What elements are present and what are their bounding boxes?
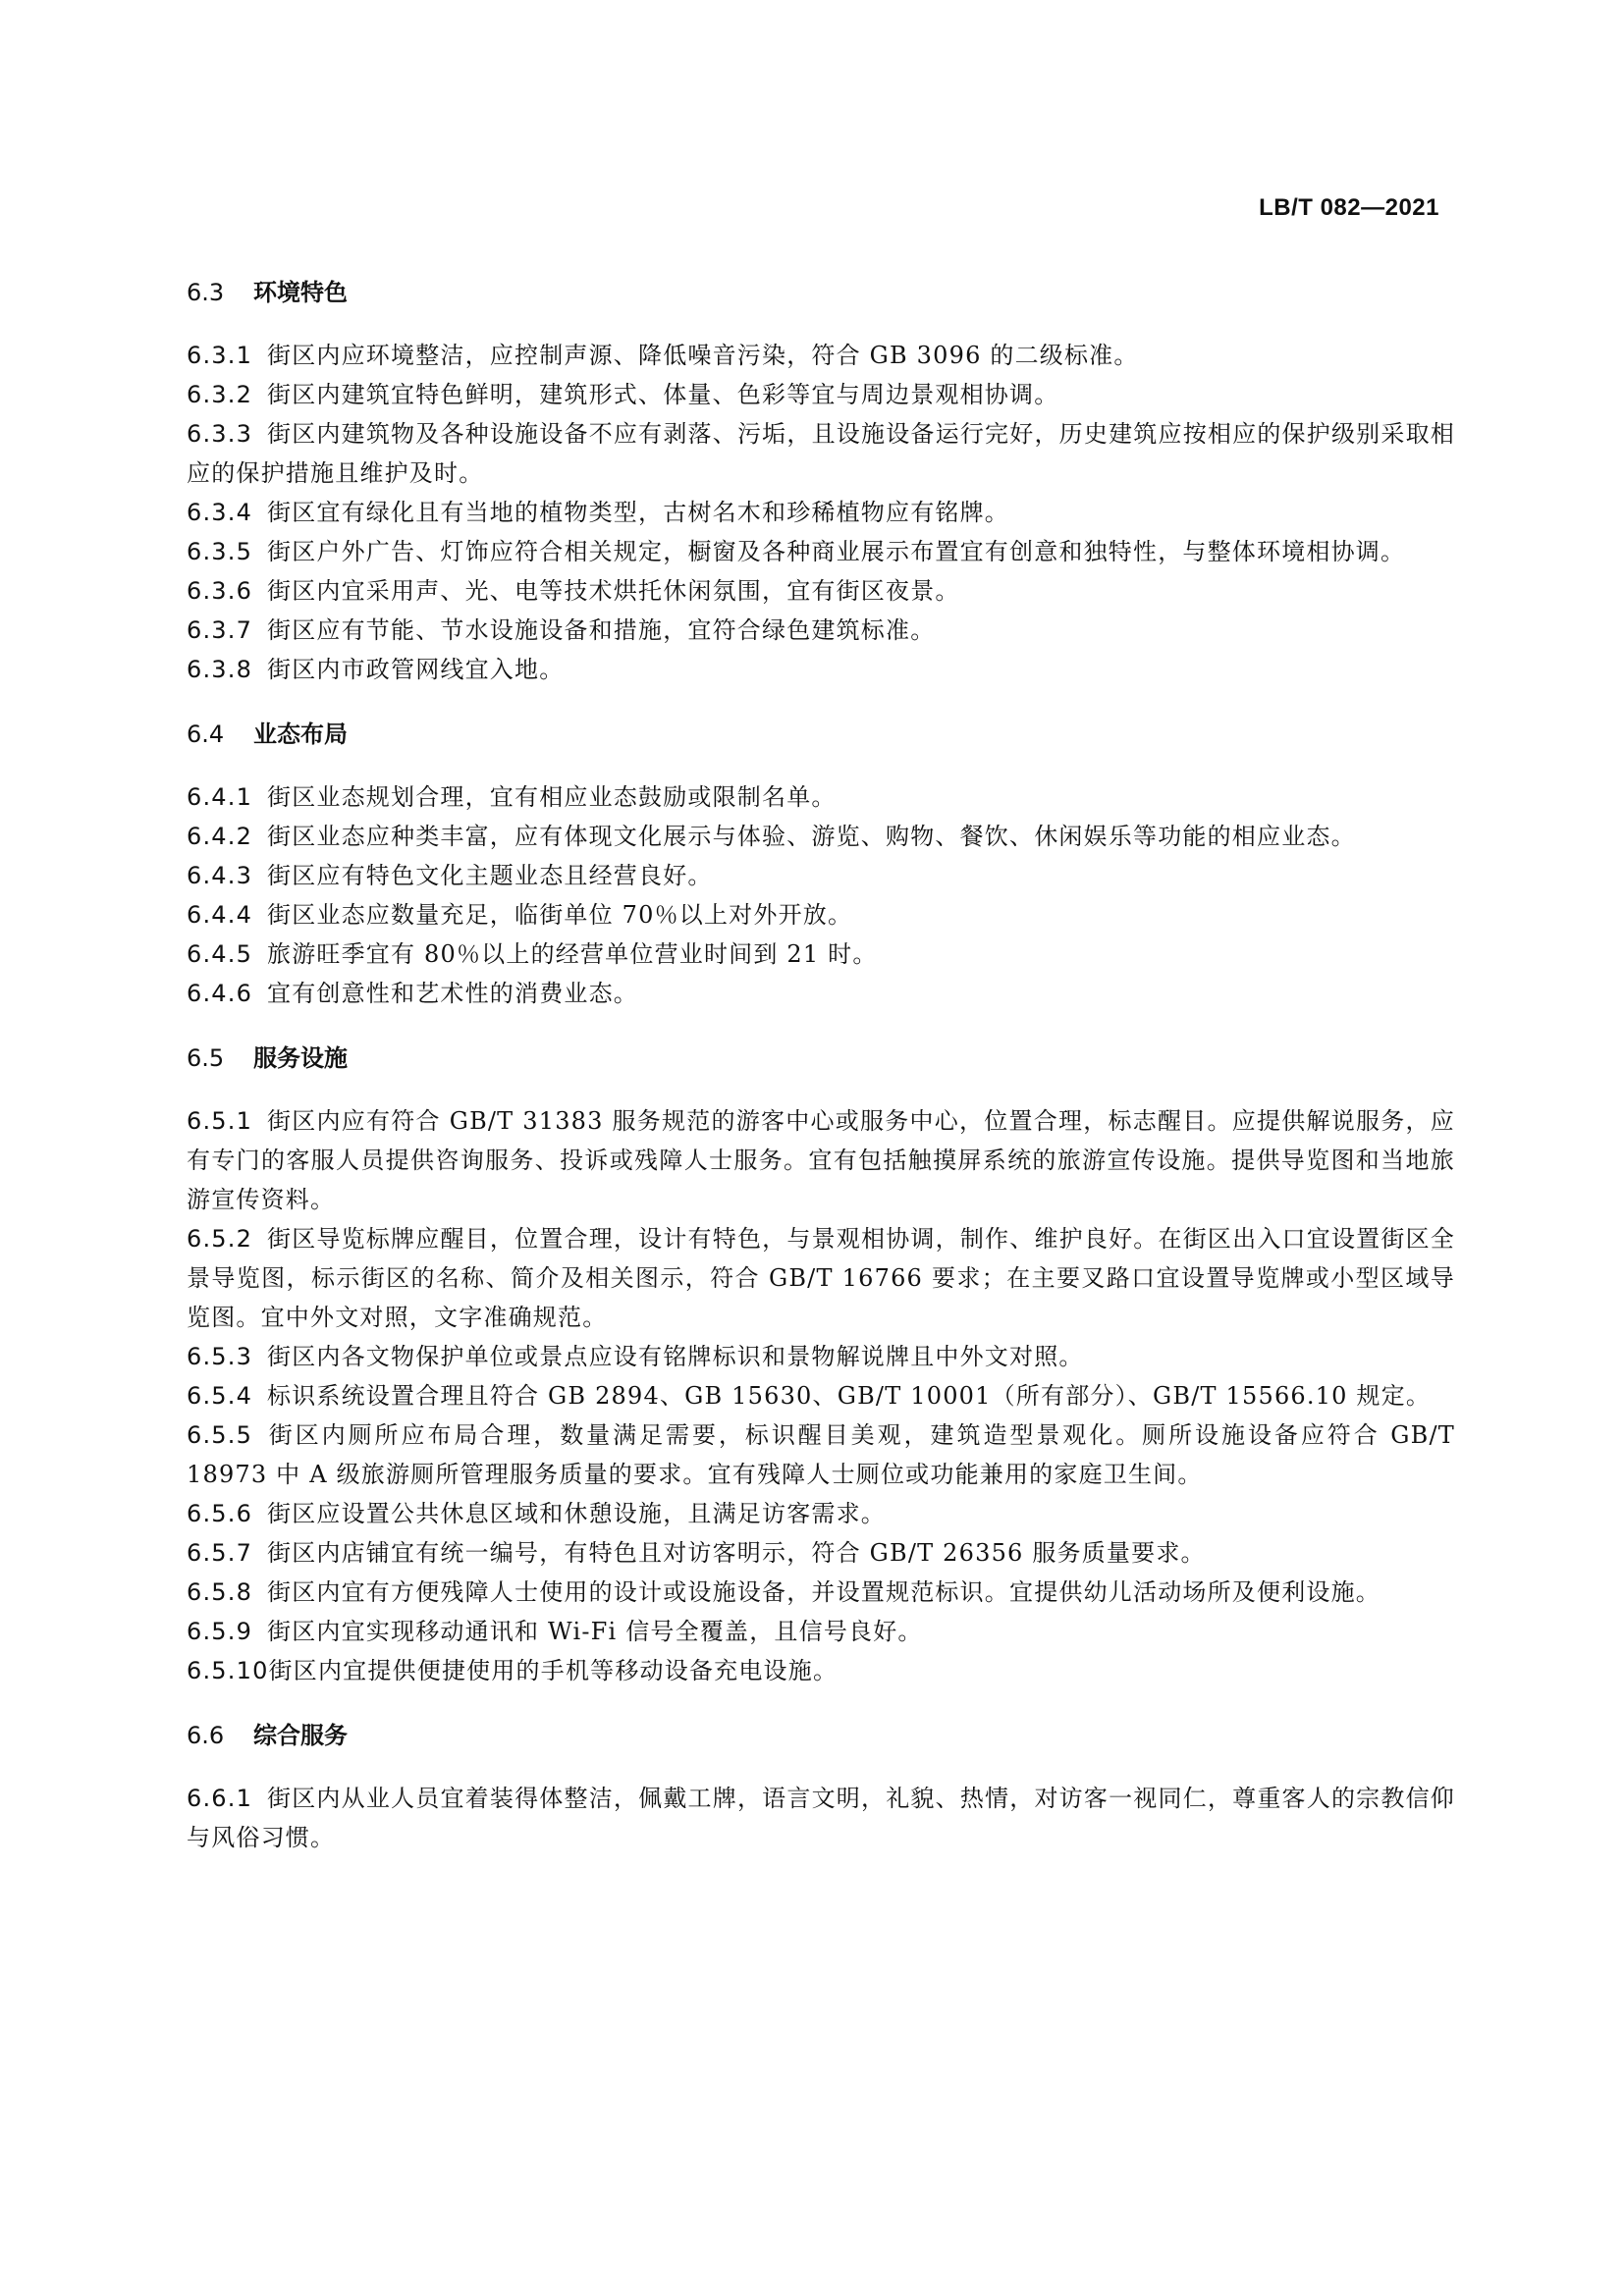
clause-text: 街区内从业人员宜着装得体整洁，佩戴工牌，语言文明，礼貌、热情，对访客一视同仁，尊重客人的宗教信仰与风俗习惯。 bbox=[187, 1785, 1455, 1851]
clause-text: 街区宜有绿化且有当地的植物类型，古树名木和珍稀植物应有铭牌。 bbox=[267, 499, 1009, 526]
clause-text: 街区内宜实现移动通讯和 Wi-Fi 信号全覆盖，且信号良好。 bbox=[267, 1618, 923, 1645]
clause-text: 街区业态规划合理，宜有相应业态鼓励或限制名单。 bbox=[267, 783, 837, 811]
clause-number: 6.6.1 bbox=[187, 1785, 253, 1812]
clause-text: 标识系统设置合理且符合 GB 2894、GB 15630、GB/T 10001（所有部分）、GB/T 15566.10 规定。 bbox=[267, 1382, 1432, 1410]
clause-text: 街区内宜提供便捷使用的手机等移动设备充电设施。 bbox=[268, 1657, 839, 1684]
section-heading bbox=[187, 1039, 1455, 1078]
clause-text: 街区业态应数量充足，临街单位 70％以上对外开放。 bbox=[267, 901, 853, 929]
clause-number: 6.5.9 bbox=[187, 1618, 253, 1645]
clause-6-3-5 bbox=[187, 532, 1455, 571]
clause-number: 6.5.4 bbox=[187, 1382, 253, 1410]
clause-text: 街区应有节能、节水设施设备和措施，宜符合绿色建筑标准。 bbox=[267, 616, 936, 644]
section-number: 6.4 bbox=[187, 721, 225, 748]
section-6-6 bbox=[187, 1716, 1455, 1857]
clause-number: 6.5.7 bbox=[187, 1539, 253, 1567]
section-title: 服务设施 bbox=[253, 1044, 348, 1072]
clause-text: 街区业态应种类丰富，应有体现文化展示与体验、游览、购物、餐饮、休闲娱乐等功能的相应业态。 bbox=[267, 823, 1356, 850]
clause-text: 街区户外广告、灯饰应符合相关规定，橱窗及各种商业展示布置宜有创意和独特性，与整体环境相协调。 bbox=[267, 538, 1406, 565]
clause-6-5-2 bbox=[187, 1219, 1455, 1337]
clause-6-5-9 bbox=[187, 1612, 1455, 1651]
section-title: 环境特色 bbox=[253, 279, 348, 306]
clause-text: 街区内各文物保护单位或景点应设有铭牌标识和景物解说牌且中外文对照。 bbox=[267, 1343, 1084, 1370]
standard-code-header: LB/T 082—2021 bbox=[1259, 194, 1439, 221]
clause-text: 街区内宜有方便残障人士使用的设计或设施设备，并设置规范标识。宜提供幼儿活动场所及便利设施。 bbox=[267, 1578, 1380, 1606]
clause-number: 6.3.6 bbox=[187, 577, 253, 605]
clause-number: 6.3.2 bbox=[187, 381, 253, 408]
clause-6-5-1 bbox=[187, 1101, 1455, 1219]
clause-number: 6.5.8 bbox=[187, 1578, 253, 1606]
clause-6-5-8 bbox=[187, 1573, 1455, 1612]
section-title: 业态布局 bbox=[253, 721, 348, 748]
clause-number: 6.5.6 bbox=[187, 1500, 253, 1527]
clause-6-6-1 bbox=[187, 1779, 1455, 1857]
section-6-4 bbox=[187, 715, 1455, 1013]
clause-number: 6.5.1 bbox=[187, 1107, 253, 1135]
clause-6-3-7 bbox=[187, 611, 1455, 650]
clause-6-3-6 bbox=[187, 571, 1455, 611]
clause-text: 街区内厕所应布局合理，数量满足需要，标识醒目美观，建筑造型景观化。厕所设施设备应符合 GB/T 18973 中 A 级旅游厕所管理服务质量的要求。宜有残障人士厕位或功能兼用的家庭卫生间。 bbox=[187, 1421, 1455, 1488]
document-body bbox=[187, 273, 1455, 1857]
clause-6-3-4 bbox=[187, 493, 1455, 532]
clause-number: 6.4.1 bbox=[187, 783, 253, 811]
clause-6-5-6 bbox=[187, 1494, 1455, 1533]
clause-6-3-1 bbox=[187, 336, 1455, 375]
clause-6-5-4 bbox=[187, 1376, 1455, 1415]
section-title: 综合服务 bbox=[253, 1722, 348, 1749]
clause-6-4-4 bbox=[187, 895, 1455, 934]
clause-6-5-10 bbox=[187, 1651, 1455, 1690]
clause-6-3-3 bbox=[187, 414, 1455, 493]
clause-number: 6.4.2 bbox=[187, 823, 253, 850]
clause-number: 6.5.10 bbox=[187, 1657, 269, 1684]
clause-text: 街区内市政管网线宜入地。 bbox=[267, 656, 565, 683]
clause-text: 街区内应环境整洁，应控制声源、降低噪音污染，符合 GB 3096 的二级标准。 bbox=[267, 342, 1139, 369]
section-number: 6.3 bbox=[187, 279, 225, 306]
clause-6-5-5 bbox=[187, 1415, 1455, 1494]
clause-number: 6.3.1 bbox=[187, 342, 253, 369]
clause-6-5-3 bbox=[187, 1337, 1455, 1376]
section-number: 6.5 bbox=[187, 1044, 225, 1072]
clause-number: 6.5.3 bbox=[187, 1343, 253, 1370]
clause-number: 6.3.8 bbox=[187, 656, 253, 683]
clause-number: 6.4.3 bbox=[187, 862, 253, 889]
clause-6-4-1 bbox=[187, 777, 1455, 817]
clause-number: 6.4.5 bbox=[187, 940, 253, 968]
clause-text: 街区内建筑物及各种设施设备不应有剥落、污垢，且设施设备运行完好，历史建筑应按相应的保护级别采取相应的保护措施且维护及时。 bbox=[187, 420, 1455, 487]
clause-number: 6.4.6 bbox=[187, 980, 253, 1007]
clause-text: 街区应设置公共休息区域和休憩设施，且满足访客需求。 bbox=[267, 1500, 886, 1527]
clause-text: 街区内宜采用声、光、电等技术烘托休闲氛围，宜有街区夜景。 bbox=[267, 577, 960, 605]
clause-6-4-5 bbox=[187, 934, 1455, 974]
clause-6-3-2 bbox=[187, 375, 1455, 414]
clause-number: 6.3.4 bbox=[187, 499, 253, 526]
clause-6-4-6 bbox=[187, 974, 1455, 1013]
section-number: 6.6 bbox=[187, 1722, 225, 1749]
clause-6-3-8 bbox=[187, 650, 1455, 689]
clause-6-4-3 bbox=[187, 856, 1455, 895]
clause-number: 6.3.5 bbox=[187, 538, 253, 565]
clause-number: 6.3.7 bbox=[187, 616, 253, 644]
clause-text: 街区内应有符合 GB/T 31383 服务规范的游客中心或服务中心，位置合理，标志醒目。应提供解说服务，应有专门的客服人员提供咨询服务、投诉或残障人士服务。宜有包括触摸屏系统的旅游宣传设施。提供导览图和当地旅游宣传资料。 bbox=[187, 1107, 1455, 1213]
section-heading bbox=[187, 273, 1455, 312]
clause-number: 6.5.2 bbox=[187, 1225, 253, 1253]
clause-text: 街区内店铺宜有统一编号，有特色且对访客明示，符合 GB/T 26356 服务质量要求。 bbox=[267, 1539, 1206, 1567]
clause-number: 6.5.5 bbox=[187, 1421, 253, 1449]
clause-text: 宜有创意性和艺术性的消费业态。 bbox=[267, 980, 638, 1007]
clause-text: 街区应有特色文化主题业态且经营良好。 bbox=[267, 862, 713, 889]
clause-number: 6.3.3 bbox=[187, 420, 253, 448]
section-6-3 bbox=[187, 273, 1455, 689]
clause-6-5-7 bbox=[187, 1533, 1455, 1573]
clause-6-4-2 bbox=[187, 817, 1455, 856]
section-6-5 bbox=[187, 1039, 1455, 1690]
section-heading bbox=[187, 715, 1455, 754]
clause-text: 旅游旺季宜有 80％以上的经营单位营业时间到 21 时。 bbox=[267, 940, 878, 968]
clause-text: 街区导览标牌应醒目，位置合理，设计有特色，与景观相协调，制作、维护良好。在街区出入口宜设置街区全景导览图，标示街区的名称、简介及相关图示，符合 GB/T 16766 要求；在主要叉路口宜设置导览牌或小型区域导览图。宜中外文对照，文字准确规范。 bbox=[187, 1225, 1455, 1331]
clause-text: 街区内建筑宜特色鲜明，建筑形式、体量、色彩等宜与周边景观相协调。 bbox=[267, 381, 1059, 408]
clause-number: 6.4.4 bbox=[187, 901, 253, 929]
section-heading bbox=[187, 1716, 1455, 1755]
